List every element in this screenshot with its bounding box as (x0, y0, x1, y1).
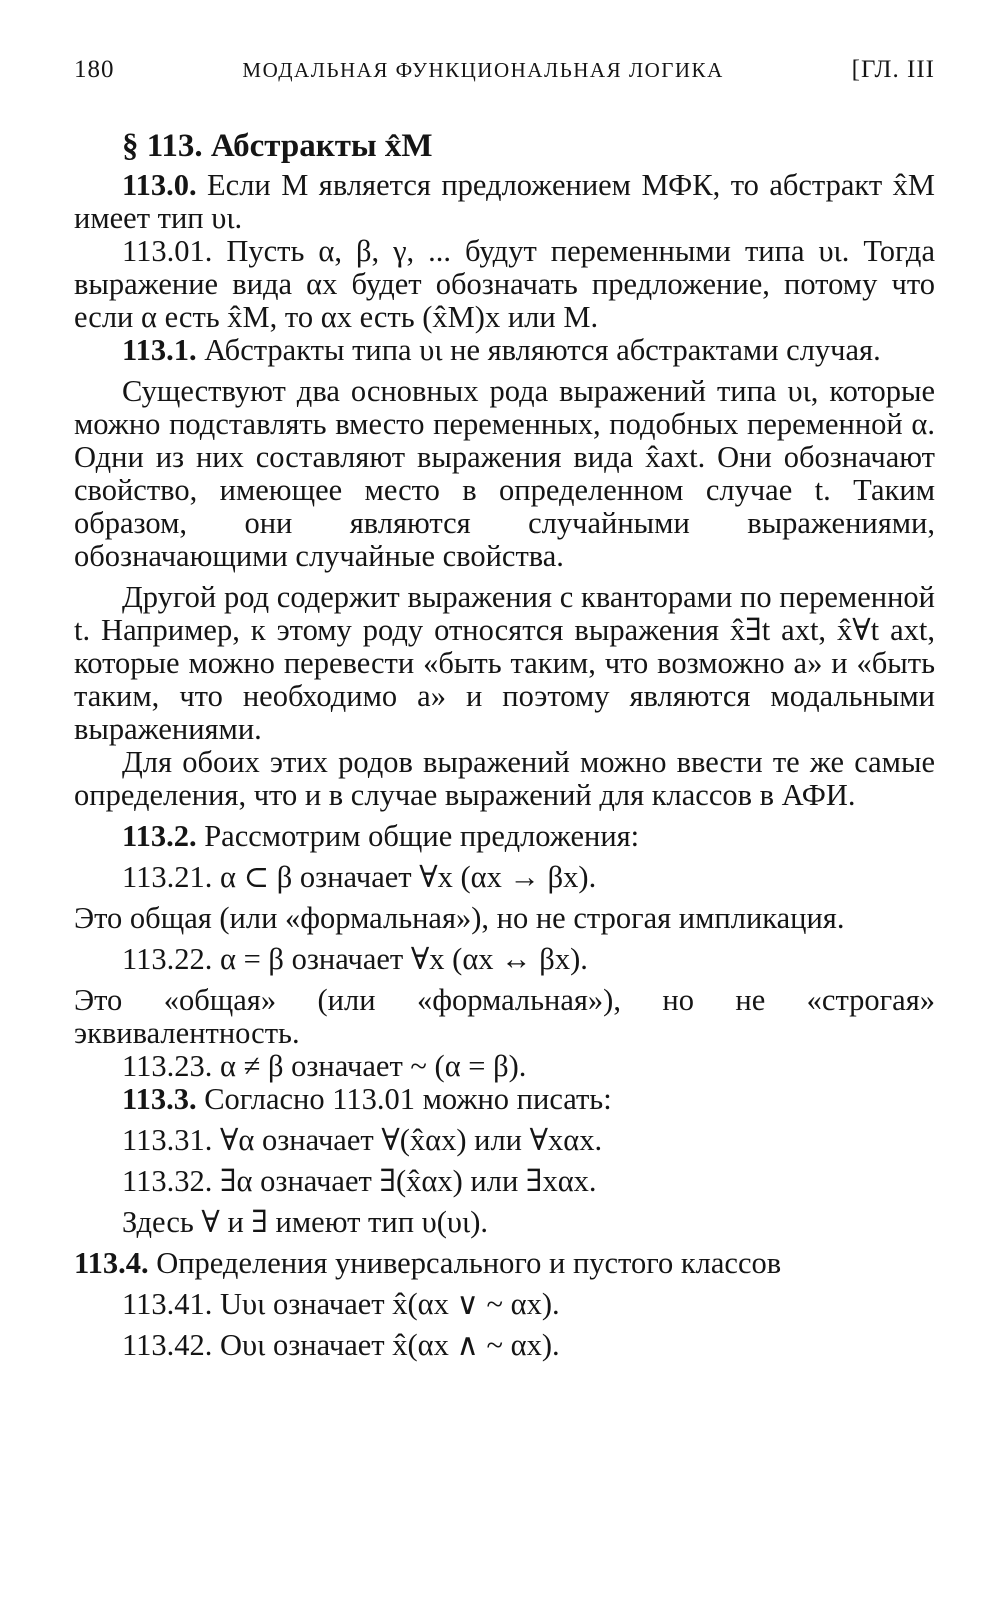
paragraph-general-equivalence: Это «общая» (или «формальная»), но не «строгая» эквивалентность. (74, 983, 935, 1050)
paragraph-definitions: Для обоих этих родов выражений можно ввести те же самые определения, что и в случае выражений для классов в АФИ. (74, 745, 935, 812)
paragraph-modal-expressions: Другой род содержит выражения с кванторами по переменной t. Например, к этому роду относятся выражения x̂∃t axt, x̂∀t axt, которые можно перевести «быть таким, что возможно a» и «быть таким, что необходимо a» и поэтому являются модальными выражениями. (74, 580, 935, 746)
formula-113-22: 113.22. α = β означает ∀x (αx ↔ βx). (122, 942, 588, 976)
paragraph-113-1: 113.1. Абстракты типа υι не являются абстрактами случая. (122, 333, 881, 367)
paragraph-random-expressions: Существуют два основных рода выражений типа υι, которые можно подставлять вместо переменных, подобных переменной α. Одни из них составляют выражения вида x̂axt. Они обозначают свойство, имеющее место в определенном случае t. Таким образом, они являются случайными выражениями, обозначающими случайные свойства. (74, 374, 935, 573)
paragraph-113-0: 113.0. Если M является предложением МФК, то абстракт x̂M имеет тип υι. (74, 168, 935, 235)
page-number: 180 (74, 56, 115, 83)
formula-113-42: 113.42. Oυι означает x̂(αx ∧ ~ αx). (122, 1328, 560, 1362)
running-title: МОДАЛЬНАЯ ФУНКЦИОНАЛЬНАЯ ЛОГИКА (242, 58, 724, 82)
formula-113-31: 113.31. ∀α означает ∀(x̂αx) или ∀xαx. (122, 1123, 603, 1157)
paragraph-113-4: 113.4. Определения универсального и пустого классов (74, 1246, 782, 1280)
paragraph-113-3: 113.3. Согласно 113.01 можно писать: (122, 1082, 612, 1116)
section-heading: § 113. Абстракты x̂M (122, 128, 433, 164)
paragraph-quantifier-types: Здесь ∀ и ∃ имеют тип υ(υι). (122, 1205, 488, 1239)
chapter-marker: [ГЛ. III (851, 56, 935, 83)
paragraph-general-implication: Это общая (или «формальная»), но не строгая импликация. (74, 901, 845, 935)
paragraph-113-01: 113.01. Пусть α, β, γ, ... будут переменными типа υι. Тогда выражение вида αx будет обозначать предложение, потому что если α есть x̂M, то αx есть (x̂M)x или M. (74, 234, 935, 334)
running-header (74, 56, 935, 84)
formula-113-21: 113.21. α ⊂ β означает ∀x (αx → βx). (122, 860, 597, 894)
formula-113-41: 113.41. Uυι означает x̂(αx ∨ ~ αx). (122, 1287, 560, 1321)
formula-113-32: 113.32. ∃α означает ∃(x̂αx) или ∃xαx. (122, 1164, 597, 1198)
formula-113-23: 113.23. α ≠ β означает ~ (α = β). (122, 1049, 527, 1083)
paragraph-113-2: 113.2. Рассмотрим общие предложения: (122, 819, 640, 853)
